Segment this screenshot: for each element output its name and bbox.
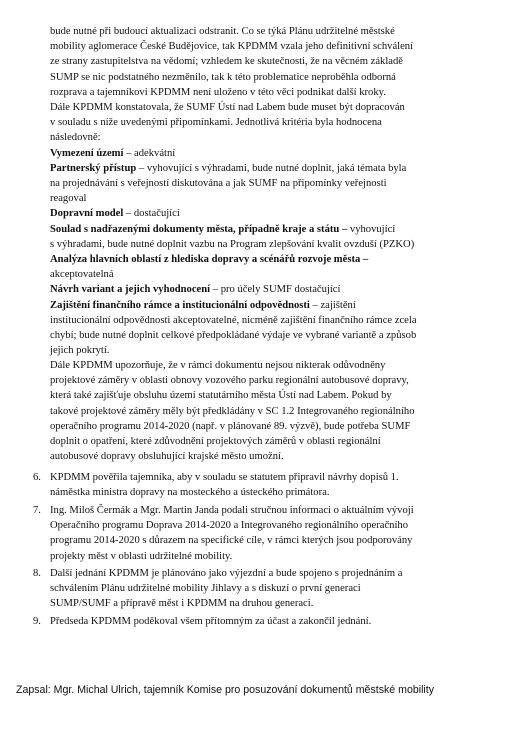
- text-line: Ing. Miloš Čermák a Mgr. Martin Janda podali stručnou informaci o aktuálním vývoji: [50, 505, 414, 516]
- text-line: SUMP se nic podstatného nezměnilo, tak k této problematice neproběhla odborná: [50, 71, 396, 83]
- item-number: 8.: [33, 568, 41, 579]
- text-line: programu 2014-2020 s důrazem na specifické cíle, v rámci kterých jsou podporovány: [50, 535, 413, 547]
- text-line: bude nutné při budoucí aktualizaci odstranit. Co se týká Plánu udržitelné městské: [50, 26, 395, 37]
- text-line: rozprava a tajemníkovi KPDMM není uloženo v této věci podnikat další kroky.: [50, 86, 386, 98]
- item-number: 7.: [33, 505, 41, 516]
- text-line: akceptovatelná: [50, 269, 114, 281]
- item-number: 9.: [33, 616, 41, 627]
- notice-paragraph: [50, 358, 490, 464]
- text-line: autobusové dopravy obsluhující krajské město umožní.: [50, 451, 284, 463]
- criterion-traffic-model: Dopravní model – dostačující: [50, 208, 180, 220]
- text-line: v souladu s níže uvedenými připomínkami. Jednotlivá kritéria byla hodnocena: [50, 117, 382, 129]
- item-number: 6.: [33, 472, 41, 483]
- text-line: na projednávání s veřejností diskutována a jak SUMF na připomínky veřejnosti: [50, 178, 387, 189]
- text-line: Další jednání KPDMM je plánováno jako výjezdní a bude spojeno s projednáním a: [50, 568, 403, 579]
- text-line: následovně:: [50, 132, 101, 144]
- criterion-territory: Vymezení území – adekvátní: [50, 147, 176, 159]
- text-line: s výhradami, bude nutné doplnit vazbu na Program zlepšování kvalit ovzduší (PZKO): [50, 238, 415, 250]
- text-line: Dále KPDMM konstatovala, že SUMF Ústí nad Labem bude muset být dopracován: [50, 102, 405, 114]
- text-line: projekty měst v oblasti udržitelné mobility.: [50, 550, 233, 562]
- text-line: SUMP/SUMF a přípravě měst i KPDMM na druhou generaci.: [50, 598, 314, 610]
- intro-paragraph: [50, 24, 490, 146]
- criterion-analysis: Analýza hlavních oblastí z hlediska dopravy a scénářů rozvoje města –: [50, 254, 369, 266]
- criterion-finance: Zajištění finančního rámce a institucionální odpovědnosti – zajištění: [50, 299, 356, 311]
- criteria-list: [50, 146, 490, 359]
- text-line: mobility aglomerace České Budějovice, tak KPDMM vzala jeho definitivní schválení: [50, 41, 414, 53]
- text-line: KPDMM pověřila tajemníka, aby v souladu se statutem připravil návrhy dopisů 1.: [50, 472, 399, 483]
- text-line: náměstka ministra dopravy na mosteckého a ústeckého primátora.: [50, 487, 330, 499]
- text-line: institucionální odpovědnosti akceptovatelné, nicméně zajištění finančního rámce zcela: [50, 314, 417, 326]
- text-line: operačního programu 2014-2020 (např. v plánované 89. výzvě), bude potřeba SUMF: [50, 420, 411, 432]
- minutes-author-footer: Zapsal: Mgr. Michal Ulrich, tajemník Komise pro posuzování dokumentů městské mobility: [16, 684, 435, 696]
- criterion-variants: Návrh variant a jejich vyhodnocení – pro účely SUMF dostačující: [50, 284, 341, 296]
- text-line: schválením Plánu udržitelné mobility Jihlavy a s diskuzí o první generaci: [50, 583, 361, 595]
- text-line: doplnit o opatření, které zdůvodnění projektových záměrů v oblasti regionální: [50, 436, 381, 448]
- text-line: Dále KPDMM upozorňuje, že v rámci dokumentu nejsou nikterak odůvodněny: [50, 360, 386, 371]
- text-line: projektové záměry v oblasti obnovy vozového parku regionální autobusové dopravy,: [50, 375, 409, 387]
- text-line: která také zajišťuje obsluhu území statutárního města Ústí nad Labem. Pokud by: [50, 390, 392, 402]
- text-line: chybí; bude nutné doplnit celkové předpokládané výdaje ve vybrané variantě a způsob: [50, 330, 417, 342]
- criterion-partnership: Partnerský přístup – vyhovující s výhradami, bude nutné doplnit, jaká témata byla: [50, 162, 407, 174]
- text-line: Předseda KPDMM poděkoval všem přítomným za účast a zakončil jednání.: [50, 616, 372, 627]
- text-line: takové projektové záměry měly být předkládány v SC 1.2 Integrovaného regionálního: [50, 405, 415, 417]
- text-line: reagoval: [50, 193, 87, 205]
- text-line: Operačního programu Doprava 2014-2020 a Integrovaného regionálního operačního: [50, 520, 409, 532]
- criterion-compliance: Soulad s nadřazenými dokumenty města, případně kraje a státu – vyhovující: [50, 223, 396, 235]
- text-line: jejich pokrytí.: [50, 345, 110, 357]
- text-line: ze strany zastupitelstva na vědomí; vzhledem ke skutečnosti, že na věcném základě: [50, 56, 403, 68]
